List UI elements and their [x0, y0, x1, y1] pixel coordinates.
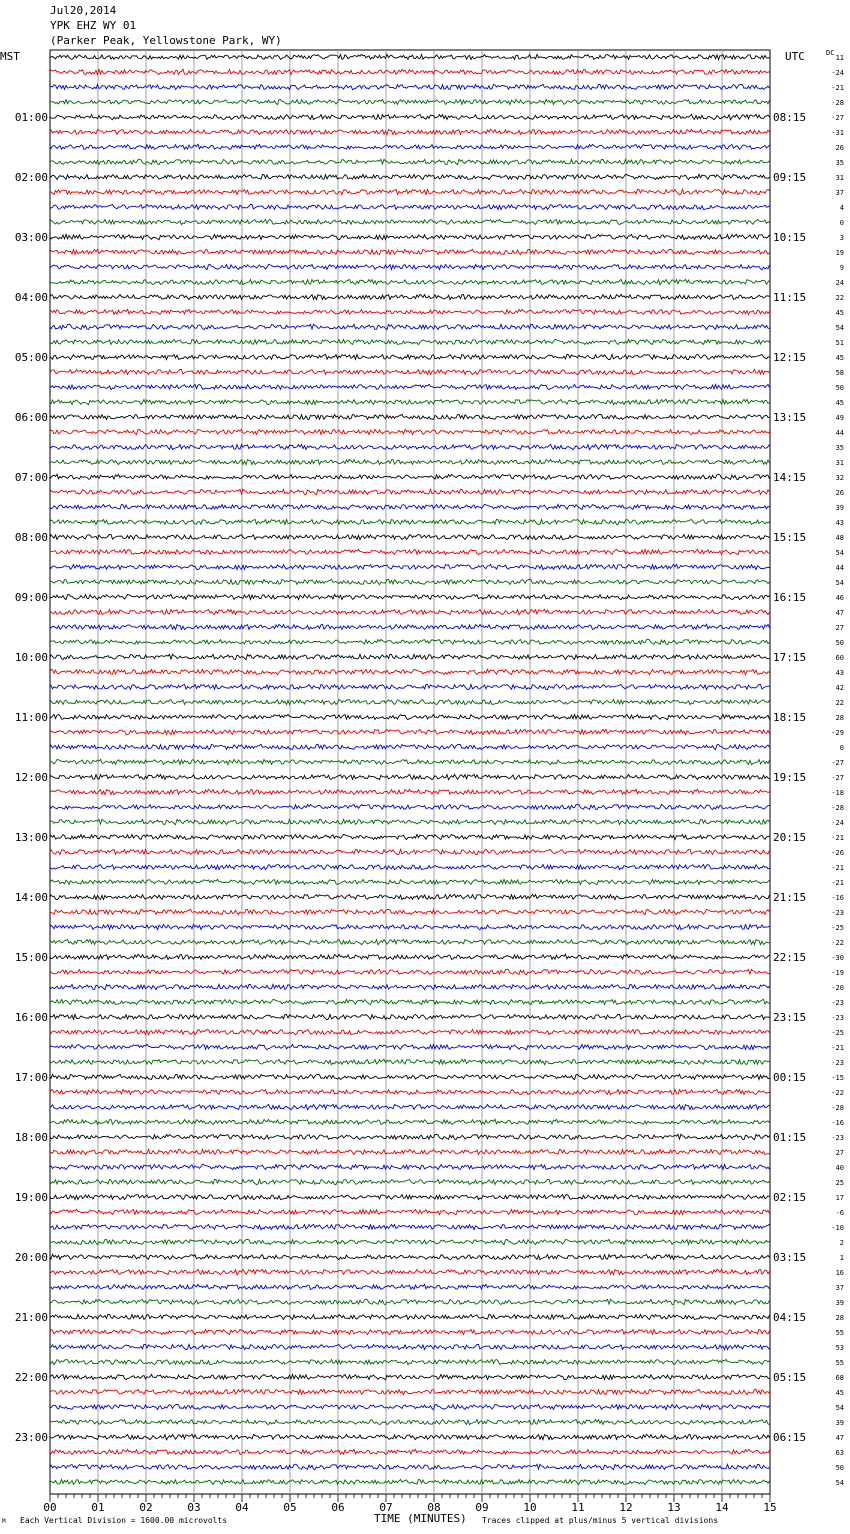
- dc-offset-label: 40: [835, 1164, 844, 1172]
- seismic-trace: [50, 489, 770, 494]
- dc-offset-label: 11: [835, 54, 844, 62]
- right-hour-label: 23:15: [773, 1011, 807, 1024]
- dc-offset-label: 0: [839, 219, 844, 227]
- seismic-trace: [50, 744, 770, 749]
- right-hour-label: 12:15: [773, 351, 807, 364]
- seismic-trace: [50, 429, 770, 434]
- seismic-trace: [50, 1404, 770, 1409]
- dc-offset-label: 54: [835, 1404, 844, 1412]
- dc-offset-label: -27: [831, 774, 844, 782]
- dc-offset-label: 37: [835, 189, 844, 197]
- dc-offset-label: 17: [835, 1194, 844, 1202]
- dc-offset-label: -15: [831, 1074, 844, 1082]
- scale-note: Each Vertical Division = 1600.00 microvolts: [20, 1516, 228, 1525]
- seismic-trace: [50, 1344, 770, 1349]
- dc-offset-label: -6: [835, 1209, 844, 1217]
- dc-offset-label: -28: [831, 99, 844, 107]
- seismic-trace: [50, 1030, 770, 1035]
- right-hour-label: 13:15: [773, 411, 807, 424]
- seismic-trace: [50, 54, 770, 59]
- seismic-trace: [50, 324, 770, 330]
- dc-offset-label: 68: [835, 1374, 844, 1382]
- dc-offset-label: -28: [831, 1104, 844, 1112]
- dc-offset-label: -16: [831, 894, 844, 902]
- dc-offset-label: 54: [835, 324, 844, 332]
- dc-offset-label: 54: [835, 1479, 844, 1487]
- dc-offset-label: 51: [835, 339, 844, 347]
- dc-offset-label: 3: [839, 234, 844, 242]
- seismic-trace: [50, 714, 770, 719]
- dc-offset-label: 47: [835, 1434, 844, 1442]
- x-tick-label: 07: [379, 1501, 393, 1514]
- x-tick-label: 13: [667, 1501, 681, 1514]
- dc-offset-label: 2: [839, 1239, 844, 1247]
- left-hour-label: 11:00: [14, 711, 48, 724]
- dc-offset-label: 39: [835, 504, 844, 512]
- left-hour-label: 17:00: [14, 1071, 48, 1084]
- left-hour-label: 10:00: [14, 651, 48, 664]
- right-hour-label: 21:15: [773, 891, 807, 904]
- right-hour-label: 11:15: [773, 291, 807, 304]
- dc-offset-label: 25: [835, 1179, 844, 1187]
- dc-offset-label: 45: [835, 399, 844, 407]
- left-hour-label: 05:00: [14, 351, 48, 364]
- seismic-trace: [50, 909, 770, 914]
- seismic-trace: [50, 939, 770, 944]
- seismic-trace: [50, 174, 770, 179]
- left-hour-label: 07:00: [14, 471, 48, 484]
- seismic-trace: [50, 609, 770, 614]
- dc-offset-label: 43: [835, 519, 844, 527]
- dc-offset-label: 44: [835, 429, 844, 437]
- seismic-trace: [50, 789, 770, 794]
- seismic-trace: [50, 370, 770, 375]
- seismic-trace: [50, 399, 770, 405]
- left-hour-label: 14:00: [14, 891, 48, 904]
- seismic-trace: [50, 84, 770, 89]
- seismic-trace: [50, 1464, 770, 1470]
- x-tick-label: 08: [427, 1501, 441, 1514]
- dc-offset-label: 50: [835, 384, 844, 392]
- seismic-trace: [50, 1314, 770, 1319]
- dc-offset-label: 28: [835, 714, 844, 722]
- seismic-trace: [50, 819, 770, 824]
- seismic-trace: [50, 1119, 770, 1124]
- seismic-trace: [50, 669, 770, 674]
- seismic-trace: [50, 474, 770, 479]
- dc-offset-label: 63: [835, 1449, 844, 1457]
- dc-offset-label: -22: [831, 1089, 844, 1097]
- seismic-trace: [50, 865, 770, 870]
- seismic-trace: [50, 879, 770, 884]
- dc-offset-label: 27: [835, 1149, 844, 1157]
- seismic-trace: [50, 999, 770, 1004]
- x-tick-label: 06: [331, 1501, 345, 1514]
- dc-offset-label: 32: [835, 474, 844, 482]
- seismic-trace: [50, 459, 770, 464]
- left-hour-label: 12:00: [14, 771, 48, 784]
- dc-offset-label: 53: [835, 1344, 844, 1352]
- x-tick-label: 14: [715, 1501, 729, 1514]
- dc-offset-label: -23: [831, 1059, 844, 1067]
- dc-offset-label: 31: [835, 459, 844, 467]
- dc-offset-label: 4: [839, 204, 844, 212]
- dc-offset-label: 31: [835, 174, 844, 182]
- dc-offset-label: 35: [835, 159, 844, 167]
- seismic-trace: [50, 519, 770, 524]
- dc-label: DC: [826, 49, 835, 57]
- right-hour-label: 20:15: [773, 831, 807, 844]
- x-tick-label: 10: [523, 1501, 537, 1514]
- left-hour-label: 04:00: [14, 291, 48, 304]
- seismic-trace: [50, 339, 770, 344]
- dc-offset-label: 16: [835, 1269, 844, 1277]
- dc-offset-label: 44: [835, 564, 844, 572]
- seismic-trace: [50, 1359, 770, 1364]
- dc-offset-label: 45: [835, 354, 844, 362]
- right-hour-label: 03:15: [773, 1251, 807, 1264]
- dc-offset-label: 50: [835, 1464, 844, 1472]
- header-location: (Parker Peak, Yellowstone Park, WY): [50, 34, 282, 47]
- x-tick-label: 11: [571, 1501, 585, 1514]
- seismic-trace: [50, 759, 770, 764]
- dc-offset-label: 42: [835, 684, 844, 692]
- seismic-trace: [50, 969, 770, 974]
- right-hour-label: 16:15: [773, 591, 807, 604]
- dc-offset-label: 24: [835, 279, 844, 287]
- right-hour-label: 09:15: [773, 171, 807, 184]
- seismic-trace: [50, 129, 770, 134]
- seismic-trace: [50, 294, 770, 299]
- seismic-trace: [50, 924, 770, 929]
- dc-offset-label: 9: [839, 264, 844, 272]
- dc-offset-label: 19: [835, 249, 844, 257]
- seismic-trace: [50, 144, 770, 149]
- right-hour-label: 05:15: [773, 1371, 807, 1384]
- seismic-trace: [50, 1269, 770, 1275]
- corner-mark: M: [2, 1518, 6, 1525]
- x-tick-label: 09: [475, 1501, 489, 1514]
- seismic-trace: [50, 579, 770, 584]
- right-hour-label: 14:15: [773, 471, 807, 484]
- dc-offset-label: 60: [835, 654, 844, 662]
- seismic-trace: [50, 234, 770, 240]
- dc-offset-label: -31: [831, 129, 844, 137]
- left-hour-label: 03:00: [14, 231, 48, 244]
- dc-offset-label: -18: [831, 789, 844, 797]
- dc-offset-label: -21: [831, 84, 844, 92]
- seismic-trace: [50, 984, 770, 989]
- dc-offset-label: 22: [835, 294, 844, 302]
- seismic-trace: [50, 279, 770, 284]
- seismic-trace: [50, 849, 770, 854]
- seismic-trace: [50, 774, 770, 779]
- dc-offset-label: -23: [831, 909, 844, 917]
- dc-offset-label: 45: [835, 309, 844, 317]
- dc-offset-label: 58: [835, 369, 844, 377]
- dc-offset-label: 55: [835, 1329, 844, 1337]
- dc-offset-label: -26: [831, 849, 844, 857]
- dc-offset-label: 48: [835, 534, 844, 542]
- dc-offset-label: -21: [831, 1044, 844, 1052]
- x-tick-label: 01: [91, 1501, 105, 1514]
- seismic-trace: [50, 700, 770, 705]
- x-tick-label: 02: [139, 1501, 153, 1514]
- x-tick-label: 00: [43, 1501, 57, 1514]
- seismic-trace: [50, 1389, 770, 1394]
- seismic-trace: [50, 354, 770, 359]
- left-hour-label: 06:00: [14, 411, 48, 424]
- dc-offset-label: -22: [831, 939, 844, 947]
- seismic-trace: [50, 1284, 770, 1289]
- dc-offset-label: -29: [831, 729, 844, 737]
- seismic-trace: [50, 624, 770, 629]
- seismic-trace: [50, 205, 770, 210]
- dc-offset-label: 27: [835, 624, 844, 632]
- dc-offset-label: -10: [831, 1224, 844, 1232]
- dc-offset-label: -21: [831, 834, 844, 842]
- right-hour-label: 08:15: [773, 111, 807, 124]
- seismic-trace: [50, 804, 770, 809]
- dc-offset-label: -23: [831, 1134, 844, 1142]
- dc-offset-label: -20: [831, 984, 844, 992]
- left-hour-label: 20:00: [14, 1251, 48, 1264]
- seismic-trace: [50, 535, 770, 540]
- left-hour-label: 22:00: [14, 1371, 48, 1384]
- seismic-trace: [50, 729, 770, 734]
- dc-offset-label: -27: [831, 759, 844, 767]
- seismic-trace: [50, 159, 770, 165]
- dc-offset-label: 39: [835, 1299, 844, 1307]
- seismic-trace: [50, 1224, 770, 1229]
- header-station: YPK EHZ WY 01: [50, 19, 137, 32]
- seismic-trace: [50, 894, 770, 899]
- seismic-trace: [50, 69, 770, 75]
- dc-offset-label: 35: [835, 444, 844, 452]
- seismic-trace: [50, 414, 770, 419]
- seismic-trace: [50, 249, 770, 254]
- left-hour-label: 13:00: [14, 831, 48, 844]
- right-zone-label: UTC: [785, 50, 805, 63]
- seismic-trace: [50, 309, 770, 314]
- left-hour-label: 09:00: [14, 591, 48, 604]
- seismic-trace: [50, 1209, 770, 1214]
- header-date: Jul20,2014: [50, 4, 117, 17]
- x-tick-label: 15: [763, 1501, 777, 1514]
- dc-offset-label: 54: [835, 549, 844, 557]
- right-hour-label: 15:15: [773, 531, 807, 544]
- dc-offset-label: 22: [835, 699, 844, 707]
- seismic-trace: [50, 1164, 770, 1169]
- left-hour-label: 08:00: [14, 531, 48, 544]
- dc-offset-label: 0: [839, 744, 844, 752]
- dc-offset-label: -27: [831, 114, 844, 122]
- dc-offset-label: 45: [835, 1389, 844, 1397]
- seismic-trace: [50, 1089, 770, 1094]
- dc-offset-label: 26: [835, 489, 844, 497]
- dc-offset-label: 26: [835, 144, 844, 152]
- left-hour-label: 19:00: [14, 1191, 48, 1204]
- dc-offset-label: 46: [835, 594, 844, 602]
- x-tick-label: 04: [235, 1501, 249, 1514]
- left-hour-label: 23:00: [14, 1431, 48, 1444]
- x-tick-label: 03: [187, 1501, 201, 1514]
- left-hour-label: 01:00: [14, 111, 48, 124]
- left-hour-label: 18:00: [14, 1131, 48, 1144]
- seismic-trace: [50, 264, 770, 269]
- seismic-trace: [50, 1074, 770, 1079]
- seismic-trace: [50, 1434, 770, 1440]
- seismic-trace: [50, 1374, 770, 1379]
- seismic-trace: [50, 1329, 770, 1334]
- seismic-trace: [50, 1254, 770, 1259]
- seismic-trace: [50, 1044, 770, 1049]
- seismic-trace: [50, 594, 770, 599]
- dc-offset-label: -25: [831, 1029, 844, 1037]
- right-hour-label: 04:15: [773, 1311, 807, 1324]
- seismic-trace: [50, 1179, 770, 1184]
- dc-offset-label: -16: [831, 1119, 844, 1127]
- dc-offset-label: 39: [835, 1419, 844, 1427]
- x-tick-label: 05: [283, 1501, 297, 1514]
- dc-offset-label: 54: [835, 579, 844, 587]
- left-hour-label: 15:00: [14, 951, 48, 964]
- seismic-trace: [50, 219, 770, 224]
- dc-offset-label: 50: [835, 639, 844, 647]
- seismic-trace: [50, 1299, 770, 1305]
- dc-offset-label: -23: [831, 999, 844, 1007]
- dc-offset-label: 1: [839, 1254, 844, 1262]
- right-hour-label: 02:15: [773, 1191, 807, 1204]
- dc-offset-label: 43: [835, 669, 844, 677]
- dc-offset-label: -24: [831, 819, 844, 827]
- right-hour-label: 06:15: [773, 1431, 807, 1444]
- seismic-trace: [50, 384, 770, 389]
- right-hour-label: 17:15: [773, 651, 807, 664]
- left-hour-label: 21:00: [14, 1311, 48, 1324]
- dc-offset-label: -19: [831, 969, 844, 977]
- dc-offset-label: 37: [835, 1284, 844, 1292]
- dc-offset-label: -25: [831, 924, 844, 932]
- dc-offset-label: -28: [831, 804, 844, 812]
- seismic-trace: [50, 1149, 770, 1154]
- seismic-trace: [50, 444, 770, 449]
- right-hour-label: 10:15: [773, 231, 807, 244]
- seismic-trace: [50, 1059, 770, 1064]
- dc-offset-label: -23: [831, 1014, 844, 1022]
- dc-offset-label: 28: [835, 1314, 844, 1322]
- dc-offset-label: -24: [831, 69, 844, 77]
- seismic-trace: [50, 1104, 770, 1109]
- dc-offset-label: 47: [835, 609, 844, 617]
- seismic-trace: [50, 1014, 770, 1019]
- seismic-trace: [50, 549, 770, 554]
- seismic-trace: [50, 1479, 770, 1484]
- x-tick-label: 12: [619, 1501, 633, 1514]
- x-axis-label: TIME (MINUTES): [374, 1512, 467, 1525]
- seismic-trace: [50, 834, 770, 839]
- dc-offset-label: -30: [831, 954, 844, 962]
- right-hour-label: 18:15: [773, 711, 807, 724]
- seismic-trace: [50, 504, 770, 509]
- seismic-trace: [50, 1420, 770, 1425]
- seismic-trace: [50, 654, 770, 659]
- seismic-trace: [50, 114, 770, 119]
- seismic-trace: [50, 639, 770, 644]
- seismic-trace: [50, 564, 770, 569]
- right-hour-label: 00:15: [773, 1071, 807, 1084]
- dc-offset-label: -21: [831, 864, 844, 872]
- dc-offset-label: -21: [831, 879, 844, 887]
- right-hour-label: 19:15: [773, 771, 807, 784]
- left-hour-label: 02:00: [14, 171, 48, 184]
- left-zone-label: MST: [0, 50, 20, 63]
- seismic-trace: [50, 189, 770, 194]
- dc-offset-label: 49: [835, 414, 844, 422]
- seismic-trace: [50, 1449, 770, 1454]
- dc-offset-label: 55: [835, 1359, 844, 1367]
- left-hour-label: 16:00: [14, 1011, 48, 1024]
- seismic-trace: [50, 99, 770, 104]
- right-hour-label: 22:15: [773, 951, 807, 964]
- seismic-trace: [50, 1134, 770, 1140]
- seismic-trace: [50, 1239, 770, 1244]
- clip-note: Traces clipped at plus/minus 5 vertical divisions: [482, 1516, 719, 1525]
- seismic-trace: [50, 684, 770, 689]
- seismic-trace: [50, 954, 770, 959]
- seismic-trace: [50, 1195, 770, 1200]
- right-hour-label: 01:15: [773, 1131, 807, 1144]
